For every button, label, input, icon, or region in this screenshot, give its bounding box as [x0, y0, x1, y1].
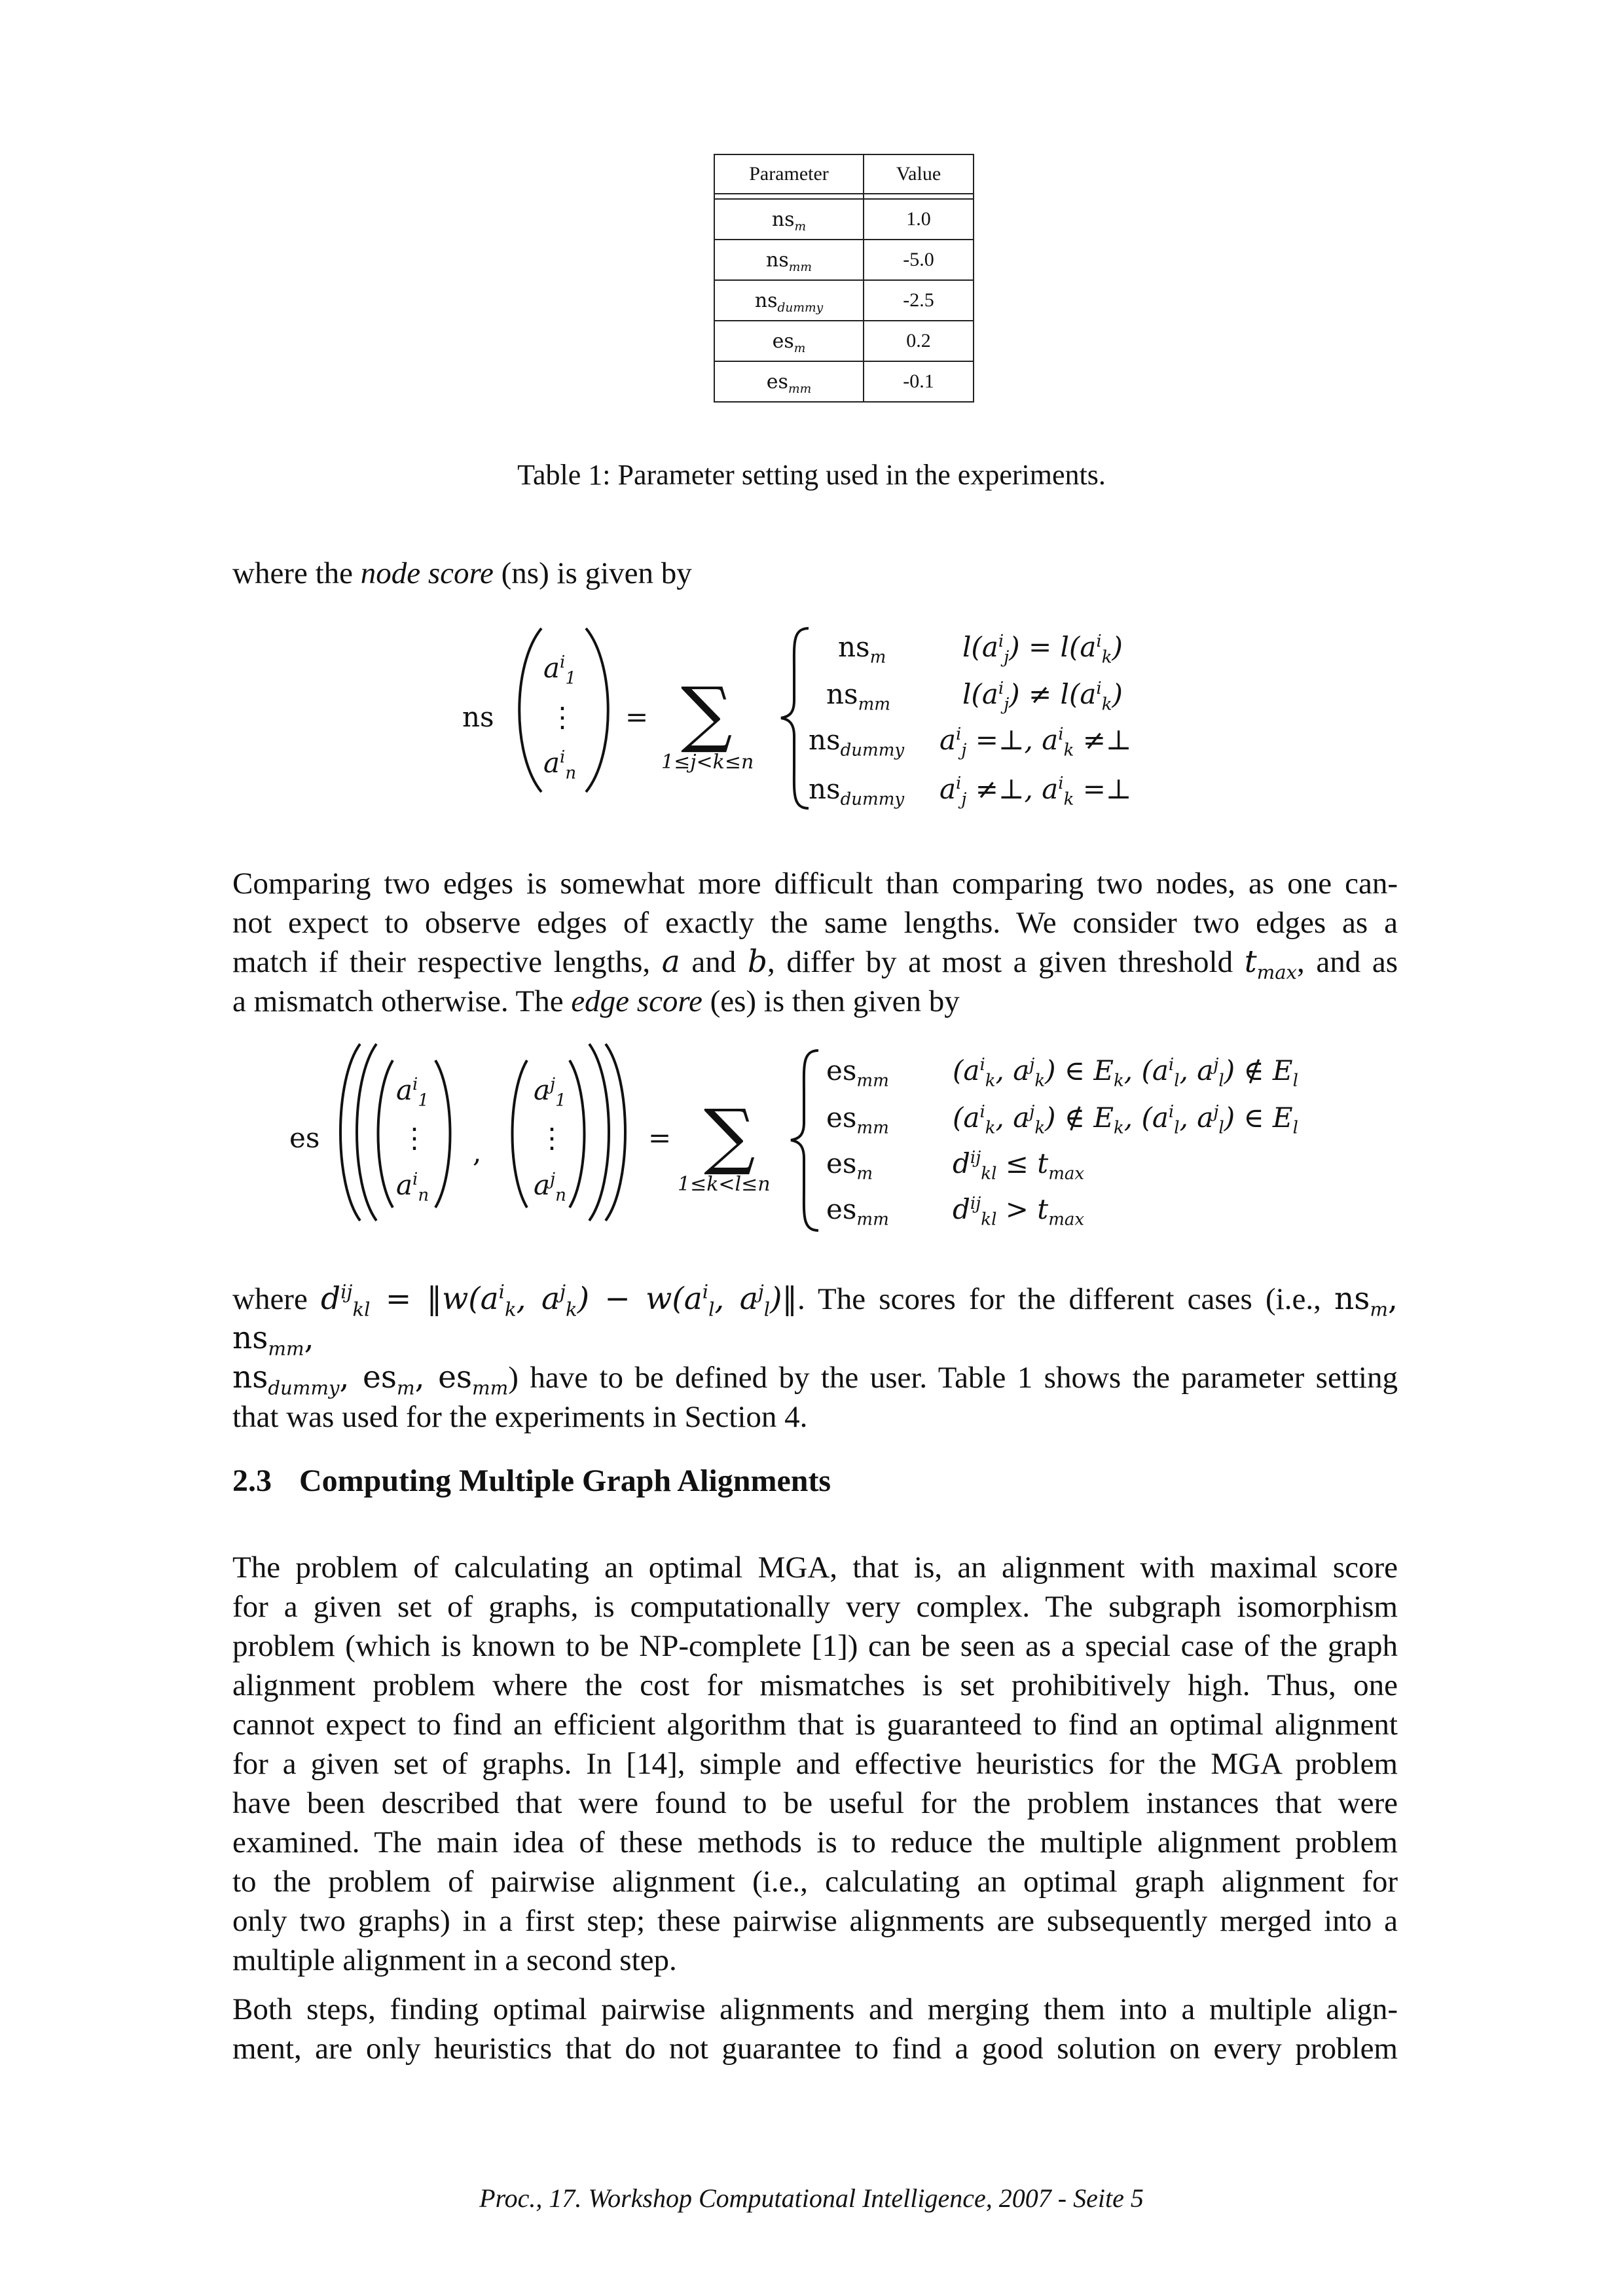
right-paren-icon	[563, 1057, 596, 1211]
table-row: $ns_{mm}$ -5.0	[714, 240, 974, 280]
table-row: $ns_{dummy}$ -2.5	[714, 280, 974, 321]
table-header-row	[714, 154, 974, 194]
section-heading: 2.3 Computing Multiple Graph Alignments	[232, 1463, 831, 1498]
sum-icon: ∑	[704, 1094, 756, 1177]
paragraph-steps: Both steps, finding optimal pairwise alignments and merging them into a multiple align- ment, are only heuristics that do not guarantee to find a good solution on every problem	[232, 1992, 1398, 2066]
paragraph-mga: The problem of calculating an optimal MGA, that is, an alignment with maximal score for a given set of graphs, is computationally very complex. The subgraph isomorphism problem (which is known to be NP-complete [1]) can be seen as a special case of the graph alignment problem where the cost for mismatches is set prohibitively high. Thus, one cannot expect to find an efficient algorithm that is guaranteed to find an optimal alignment for a given set of graphs. In [14], simple and effective heuristics for the MGA problem have been described that were found to be useful for the problem instances that were examined. The main idea of these methods is to reduce the multiple alignment problem to the problem of pairwise alignment (i.e., calculating an optimal graph alignment for only two graphs) in a first step; these pairwise alignments are subsequently merged into a multiple alignment in a second step.	[232, 1551, 1398, 1977]
node-score-intro: where the node score (ns) is given by	[232, 556, 692, 590]
right-paren-icon	[576, 625, 622, 795]
parameter-table	[714, 154, 974, 403]
table-header-parameter: Parameter	[714, 154, 864, 194]
left-paren-icon	[501, 1057, 534, 1211]
page-footer: Proc., 17. Workshop Computational Intelligence, 2007 - Seite 5	[479, 2183, 1144, 2213]
left-paren-icon	[505, 625, 551, 795]
left-paren-icon	[367, 1057, 399, 1211]
edge-paragraph: Comparing two edges is somewhat more difficult than comparing two nodes, as one can- not expect to observe edges of exactly the same lengths. We consider two edges as a match if their respective lengths, a and b, differ by at most a given threshold $t_{max}$, and as a mismatch otherwise. The edge score (es) is then given by	[232, 867, 1398, 1018]
sum-icon: ∑	[681, 672, 733, 755]
right-paren-icon	[429, 1057, 462, 1211]
node-score-equation: ns $a^i_1$ ⋮ $a^i_n$ = ∑ 1≤j<k≤n $ns_m$ $ns_{mm}$ $ns_{dummy}$ $ns_{dummy}$ $l(a^i_j) = l(a^i_k)$ $l(a^i_j) \ne l(a^i_k)$ $a^i_j$ =⊥, $a^i_k$ ≠⊥ $a^i_j$ ≠⊥, $a^i_k$ =⊥	[0, 0, 1623, 851]
edge-score-equation: es $a^i_1$ ⋮ $a^i_n$ , $a^j_1$ ⋮ $a^j_n$ = ∑ 1≤k<l≤n $es_{mm}$ $es_{mm}$ $es_m$ $es_{mm}$ ($a^i_k$, $a^j_k$) ∈ $E_k$, ($a^i_l$, $a^j_l$) ∉ $E_l$ ($a^i_k$, $a^j_k$) ∉ $E_k$, ($a^i_l$, $a^j_l$) ∈ $E_l$ $d^{ij}_{kl} \le t_{max}$ $d^{ij}_{kl} > t_{max}$	[0, 0, 1623, 1276]
table-caption: Table 1: Parameter setting used in the experiments.	[517, 459, 1106, 491]
table-row: $es_m$ 0.2	[714, 321, 974, 361]
outer-right-paren-icon	[583, 1041, 635, 1224]
where-paragraph: where $d^{ij}_{kl}$ = $‖w(a^i_k$, $a^j_k) - w(a^i_l$, $a^j_l)‖$. The scores for the different cases (i.e., $ns_m$, $ns_{mm}$, $ns_{dummy}$, $es_m$, $es_{mm}$) have to be defined by the user. Table 1 shows the parameter setting that was used for the experiments in Section 4.	[232, 1280, 1398, 1434]
left-brace-icon	[786, 1047, 825, 1234]
outer-left-paren-icon	[331, 1041, 383, 1224]
table-row: $ns_m$ 1.0	[714, 199, 974, 240]
left-brace-icon	[776, 625, 815, 812]
table-header-value: Value	[864, 154, 974, 194]
table-row: $es_{mm}$ -0.1	[714, 361, 974, 402]
